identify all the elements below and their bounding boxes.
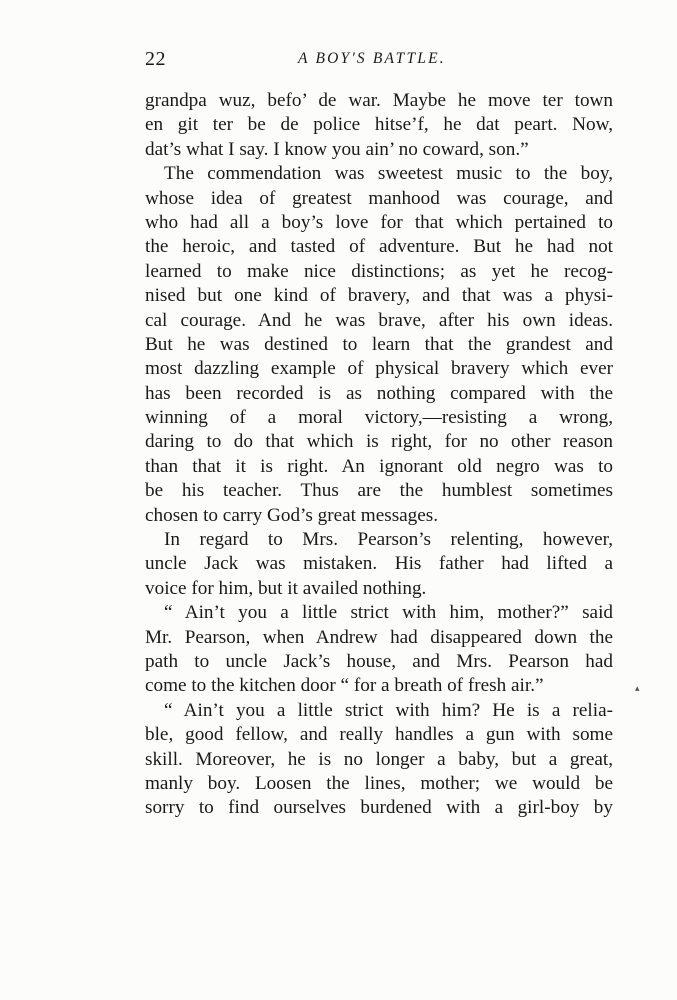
- text-line: most dazzling example of physical bravery which ever: [145, 358, 613, 380]
- text-line: come to the kitchen door “ for a breath of fresh air.”: [145, 675, 544, 697]
- text-line: manly boy. Loosen the lines, mother; we would be: [145, 772, 613, 794]
- text-line: nised but one kind of bravery, and that was a physi-: [145, 285, 613, 307]
- text-line: In regard to Mrs. Pearson’s relenting, however,: [164, 529, 613, 551]
- text-line: than that it is right. An ignorant old negro was to: [145, 455, 613, 477]
- text-line: But he was destined to learn that the grandest and: [145, 333, 613, 355]
- text-line: cal courage. And he was brave, after his own ideas.: [145, 309, 613, 331]
- text-line: path to uncle Jack’s house, and Mrs. Pearson had: [145, 650, 613, 672]
- text-line: who had all a boy’s love for that which pertained to: [145, 211, 613, 233]
- text-line: winning of a moral victory,—resisting a wrong,: [145, 407, 613, 429]
- text-line: has been recorded is as nothing compared with the: [145, 382, 613, 404]
- text-line: whose idea of greatest manhood was courage, and: [145, 187, 613, 209]
- text-line: uncle Jack was mistaken. His father had lifted a: [145, 553, 613, 575]
- running-head: [145, 48, 615, 74]
- body-text: [145, 89, 613, 821]
- text-line: ble, good fellow, and really handles a gun with some: [145, 724, 613, 746]
- text-line: be his teacher. Thus are the humblest sometimes: [145, 480, 613, 502]
- text-line: Mr. Pearson, when Andrew had disappeared down the: [145, 626, 613, 648]
- text-line: “ Ain’t you a little strict with him? He is a relia-: [164, 699, 613, 721]
- text-line: sorry to find ourselves burdened with a girl-boy by: [145, 797, 613, 819]
- text-line: en git ter be de police hitse’f, he dat peart. Now,: [145, 114, 613, 136]
- text-line: the heroic, and tasted of adventure. But he had not: [145, 236, 613, 258]
- page-number: 22: [145, 48, 166, 70]
- text-line: chosen to carry God’s great messages.: [145, 504, 439, 526]
- text-line: voice for him, but it availed nothing.: [145, 577, 427, 599]
- text-line: learned to make nice distinctions; as yet he recog-: [145, 260, 613, 282]
- text-line: dat’s what I say. I know you ain’ no coward, son.”: [145, 138, 529, 160]
- text-line: skill. Moreover, he is no longer a baby, but a great,: [145, 748, 613, 770]
- running-title: A BOY'S BATTLE.: [298, 50, 446, 67]
- text-line: The commendation was sweetest music to the boy,: [164, 163, 613, 185]
- text-line: “ Ain’t you a little strict with him, mother?” said: [164, 602, 613, 624]
- text-line: grandpa wuz, befo’ de war. Maybe he move ter town: [145, 90, 613, 111]
- text-line: daring to do that which is right, for no other reason: [145, 431, 613, 453]
- stray-mark: ▴: [635, 683, 640, 693]
